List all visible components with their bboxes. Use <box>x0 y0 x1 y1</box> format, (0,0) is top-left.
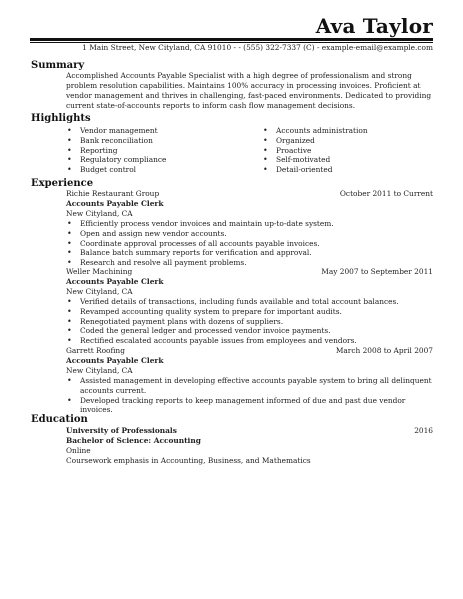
candidate-name: Ava Taylor <box>315 14 433 38</box>
education-coursework: Coursework emphasis in Accounting, Business, and Mathematics <box>66 456 311 465</box>
experience-heading: Experience <box>31 178 94 189</box>
job-duty: • Coded the general ledger and processed vendor invoice payments. <box>66 326 433 336</box>
education-entry <box>66 426 433 466</box>
highlight-item: • Regulatory compliance <box>66 155 166 165</box>
highlights-heading: Highlights <box>31 113 91 124</box>
job-dates: May 2007 to September 2011 <box>321 267 433 276</box>
job-duty: • Revamped accounting quality system to prepare for important audits. <box>66 307 433 317</box>
job-location: New Cityland, CA <box>66 209 133 218</box>
job-location: New Cityland, CA <box>66 287 133 296</box>
job-title: Accounts Payable Clerk <box>66 277 164 286</box>
summary-text: Accomplished Accounts Payable Specialist with a high degree of professionalism and strong problem resolution capabilities. Maintains 100% accuracy in processing invoices. Proficient at vendor management and thrives in challenging, fast-paced environments. Dedicated to providing current state-of-accounts reports to inform cash flow management decisions. <box>66 71 432 110</box>
highlight-item: • Bank reconciliation <box>66 136 166 146</box>
highlight-item: • Detail-oriented <box>262 165 368 175</box>
job-entry <box>66 189 433 268</box>
job-location: New Cityland, CA <box>66 366 133 375</box>
job-duty: • Developed tracking reports to keep management informed of due and past due vendor invoices. <box>66 396 433 416</box>
education-heading: Education <box>31 414 88 425</box>
job-duty: • Efficiently process vendor invoices and maintain up-to-date system. <box>66 219 433 229</box>
job-title: Accounts Payable Clerk <box>66 199 164 208</box>
job-duty: • Renegotiated payment plans with dozens of suppliers. <box>66 317 433 327</box>
summary-heading: Summary <box>31 60 85 71</box>
job-entry <box>66 346 433 415</box>
job-duty: • Rectified escalated accounts payable issues from employees and vendors. <box>66 336 433 346</box>
job-duty: • Balance batch summary reports for verification and approval. <box>66 248 433 258</box>
job-duty: • Research and resolve all payment problems. <box>66 258 433 268</box>
highlight-item: • Organized <box>262 136 368 146</box>
education-school: University of Professionals <box>66 426 177 435</box>
education-degree: Bachelor of Science <box>66 436 149 445</box>
job-company: Garrett Roofing <box>66 346 125 355</box>
highlight-item: • Vendor management <box>66 126 166 136</box>
education-field: Accounting <box>153 436 201 445</box>
highlight-item: • Budget control <box>66 165 166 175</box>
job-duty: • Assisted management in developing effective accounts payable system to bring all delinquent accounts current. <box>66 376 433 396</box>
contact-line: 1 Main Street, New Cityland, CA 91010 - - (555) 322-7337 (C) - example-email@example.com <box>82 43 433 52</box>
job-entry <box>66 267 433 346</box>
job-duty: • Open and assign new vendor accounts. <box>66 229 433 239</box>
highlight-item: • Accounts administration <box>262 126 368 136</box>
highlight-item: • Proactive <box>262 146 368 156</box>
job-title: Accounts Payable Clerk <box>66 356 164 365</box>
education-degree-line <box>66 436 433 446</box>
job-dates: October 2011 to Current <box>339 189 433 198</box>
job-company: Weller Machining <box>66 267 133 276</box>
header-divider-thick <box>30 38 433 41</box>
highlights-left-column <box>66 126 166 175</box>
highlight-item: • Reporting <box>66 146 166 156</box>
job-company: Richie Restaurant Group <box>66 189 160 198</box>
job-duty: • Coordinate approval processes of all accounts payable invoices. <box>66 239 433 249</box>
education-year: 2016 <box>414 426 433 435</box>
education-mode: Online <box>66 446 91 455</box>
highlight-item: • Self-motivated <box>262 155 368 165</box>
highlights-right-column <box>262 126 368 175</box>
job-dates: March 2008 to April 2007 <box>335 346 433 355</box>
job-duty: • Verified details of transactions, including funds available and total account balances. <box>66 297 433 307</box>
education-degree-separator: : <box>148 436 154 445</box>
